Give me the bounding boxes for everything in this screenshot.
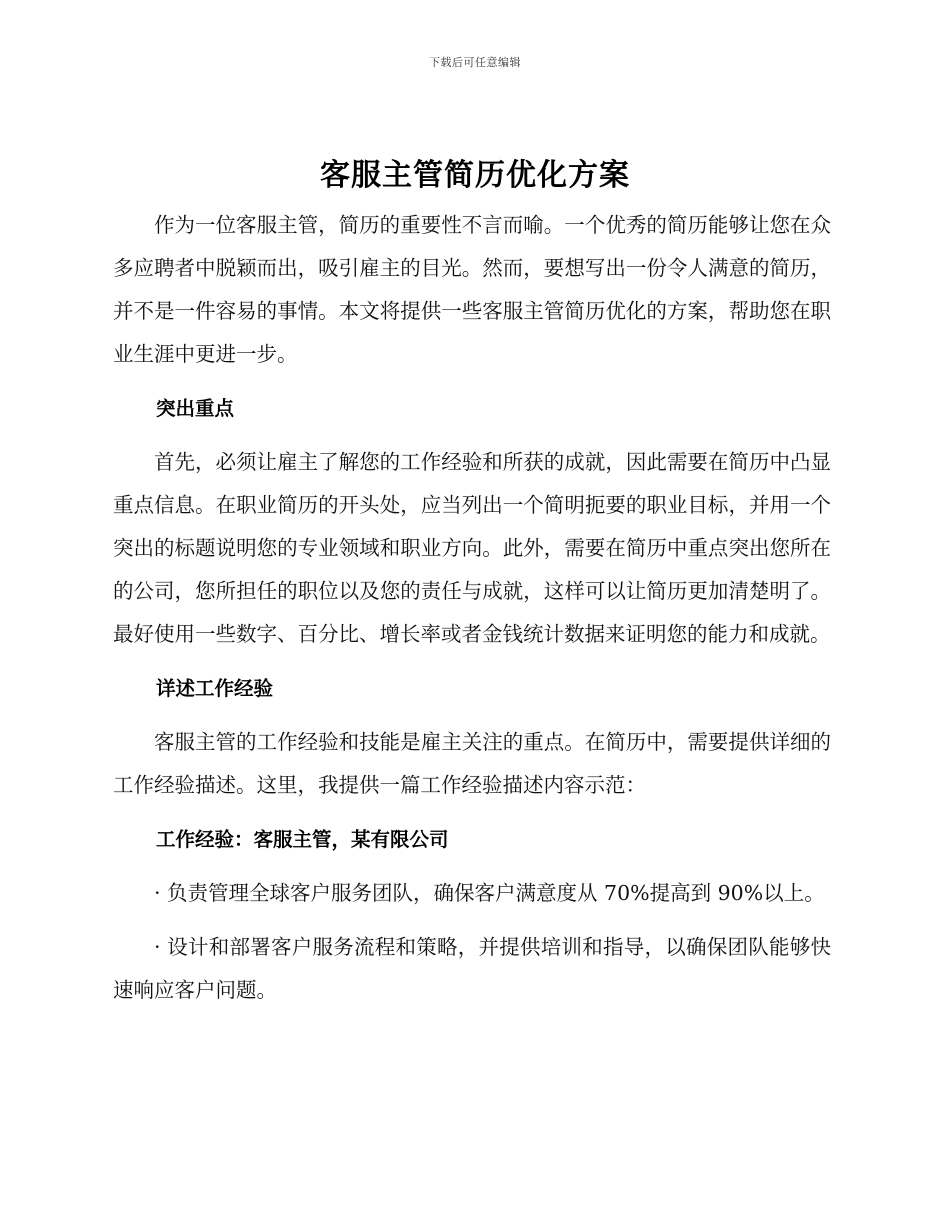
section-paragraph-highlight: 首先，必须让雇主了解您的工作经验和所获的成就，因此需要在简历中凸显重点信息。在职业简历的开头处，应当列出一个简明扼要的职业目标，并用一个突出的标题说明您的专业领域和职业方向。此外，需要在简历中重点突出您所在的公司，您所担任的职位以及您的责任与成就，这样可以让简历更加清楚明了。最好使用一些数字、百分比、增长率或者金钱统计数据来证明您的能力和成就。 xyxy=(113,450,831,646)
section-paragraph-experience: 客服主管的工作经验和技能是雇主关注的重点。在简历中，需要提供详细的工作经验描述。这里，我提供一篇工作经验描述内容示范： xyxy=(113,730,831,797)
bullet-item: · 设计和部署客户服务流程和策略，并提供培训和指导，以确保团队能够快速响应客户问题。 xyxy=(113,935,831,1002)
spacer xyxy=(113,710,831,721)
spacer xyxy=(113,915,831,926)
bullet-item: · 负责管理全球客户服务团队，确保客户满意度从 70%提高到 90%以上。 xyxy=(154,881,825,905)
page-header-note: 下载后可任意编辑 xyxy=(429,56,521,69)
spacer xyxy=(113,656,831,667)
section-heading-highlight: 突出重点 xyxy=(156,397,235,420)
section-heading-experience: 详述工作经验 xyxy=(156,677,274,700)
spacer xyxy=(113,376,831,387)
spacer xyxy=(113,861,831,872)
document-body xyxy=(113,204,831,1012)
spacer xyxy=(113,807,831,818)
example-heading: 工作经验：客服主管，某有限公司 xyxy=(156,828,449,851)
document-title: 客服主管简历优化方案 xyxy=(320,158,630,193)
spacer xyxy=(113,430,831,441)
intro-paragraph: 作为一位客服主管，简历的重要性不言而喻。一个优秀的简历能够让您在众多应聘者中脱颖而出，吸引雇主的目光。然而，要想写出一份令人满意的简历，并不是一件容易的事情。本文将提供一些客服主管简历优化的方案，帮助您在职业生涯中更进一步。 xyxy=(113,213,831,366)
